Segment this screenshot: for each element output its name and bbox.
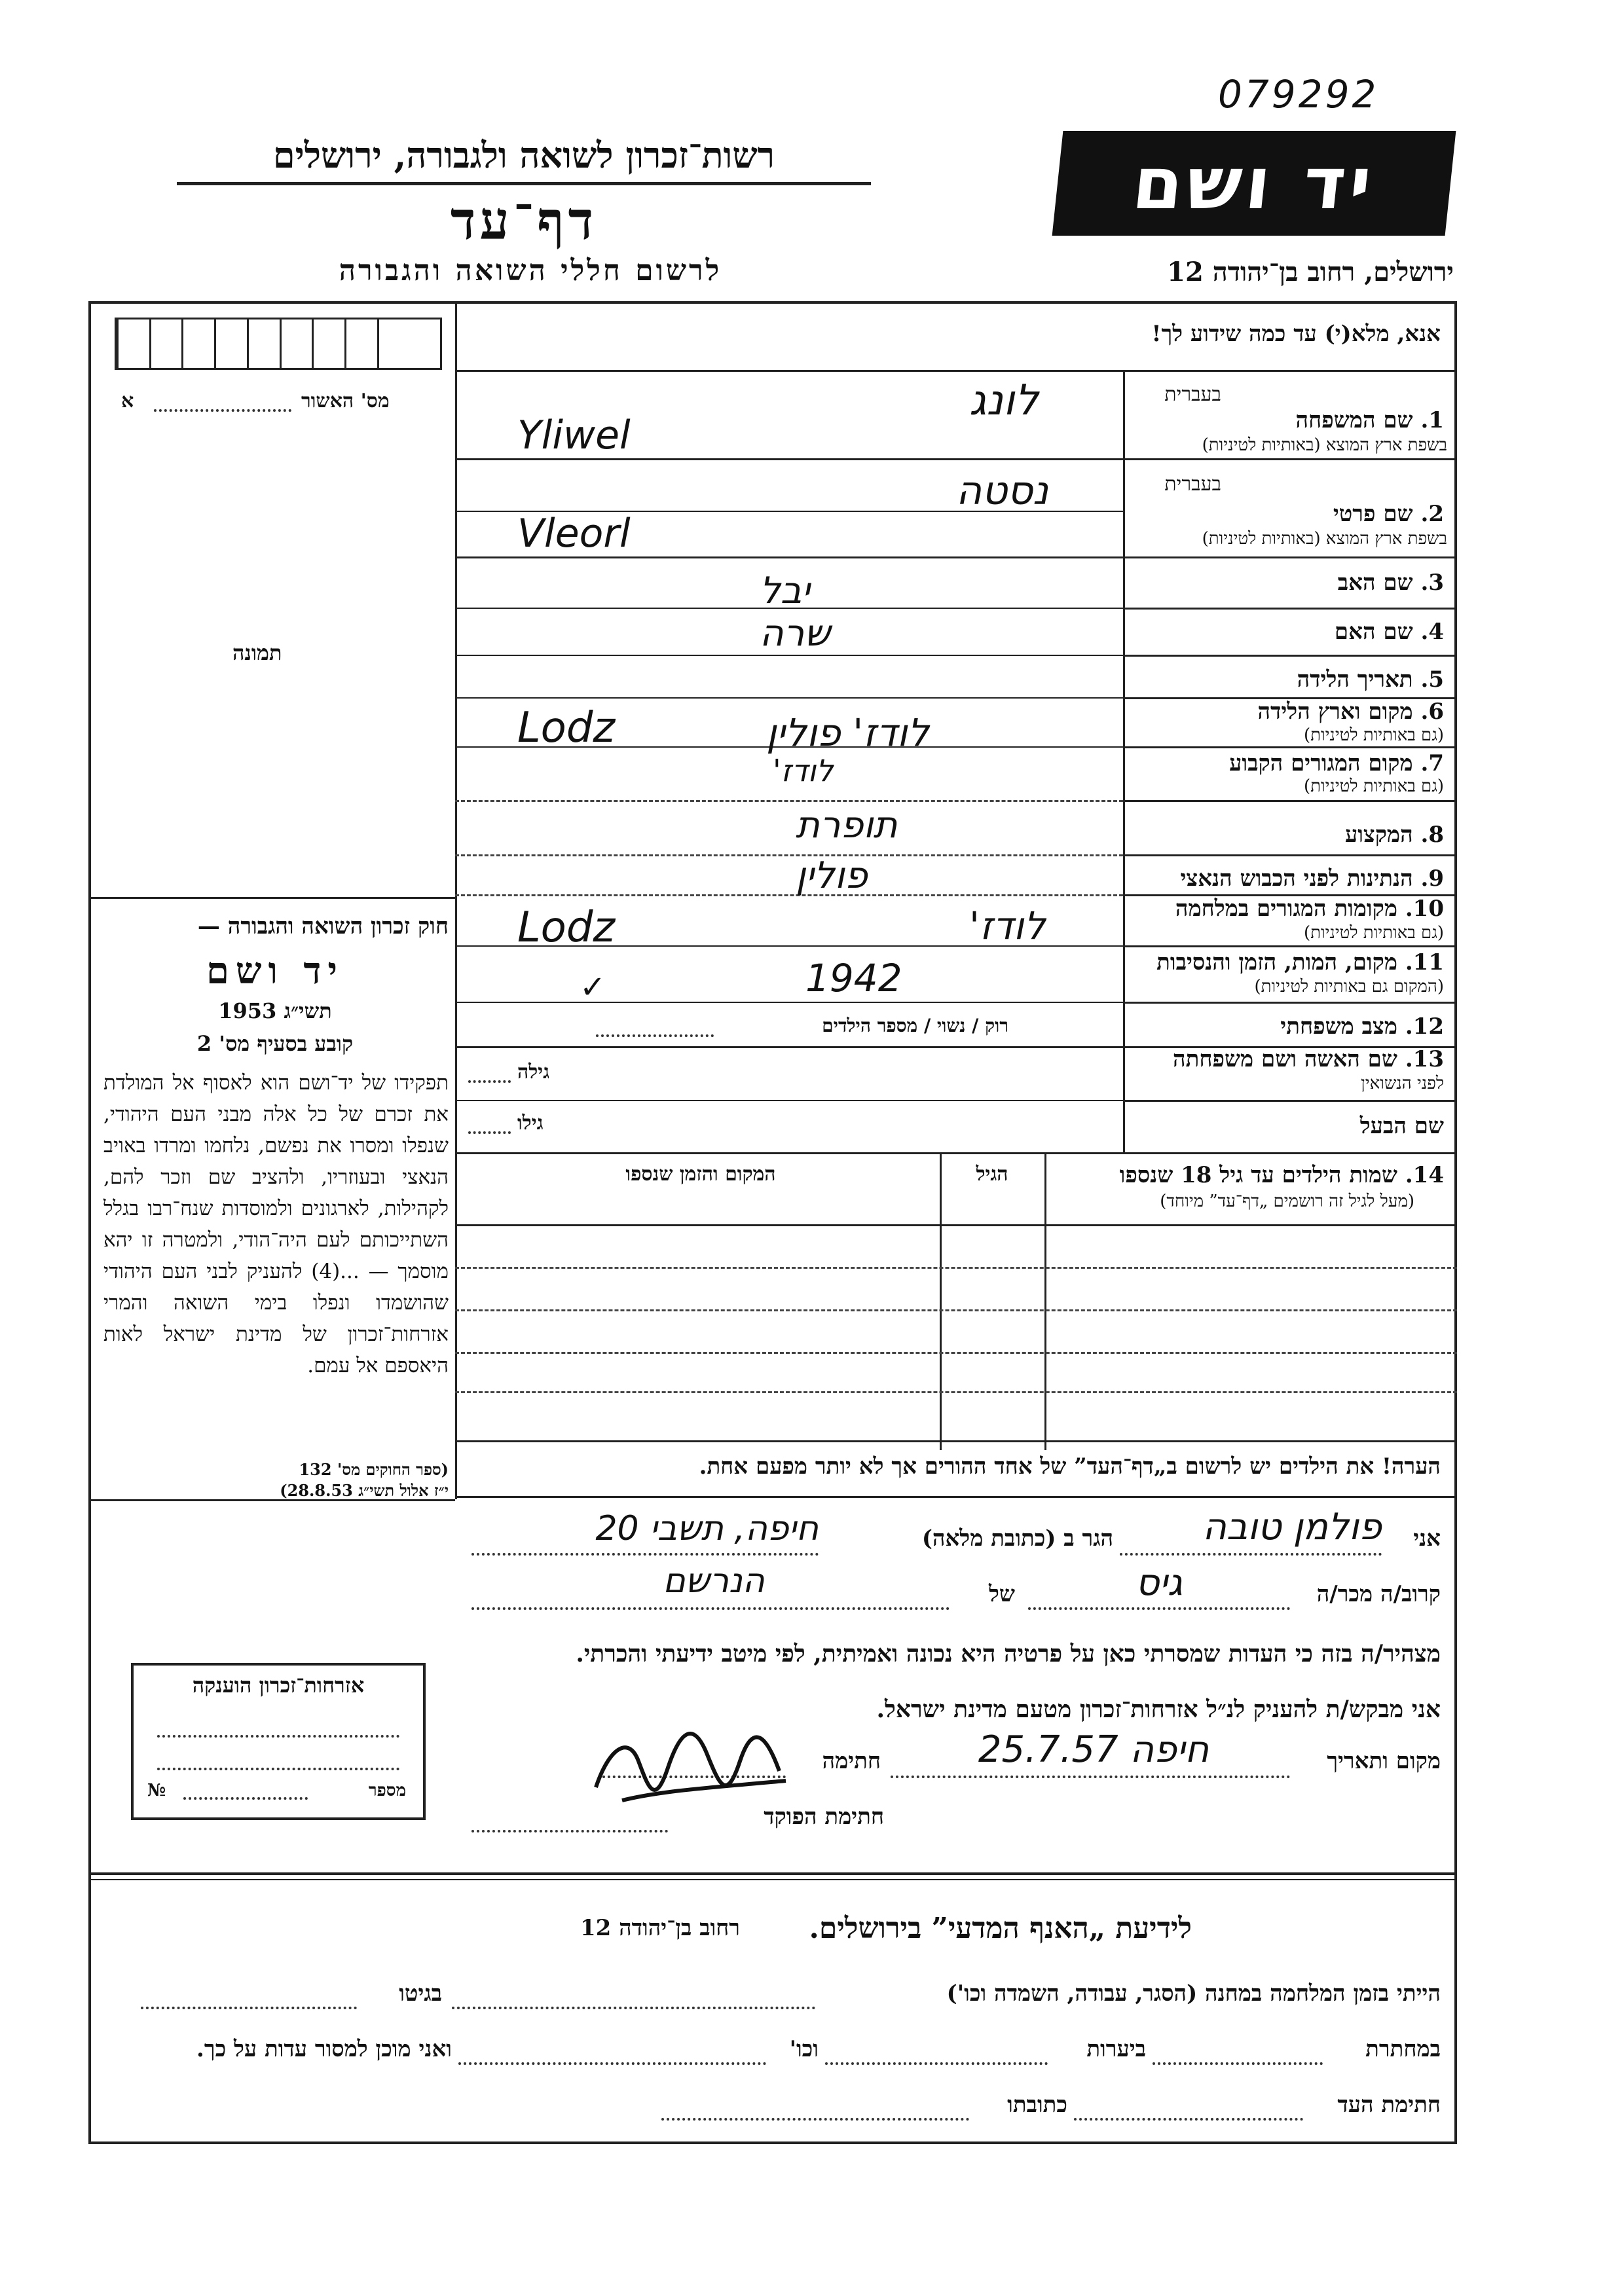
field-6-label: 6. מקום וארץ הלידה xyxy=(1257,699,1444,725)
approval-number-boxes[interactable] xyxy=(115,318,442,370)
field-1-sub-lat: בשפת ארץ המוצא (באותיות לטיניות) xyxy=(1202,435,1447,455)
field-7-sub: (גם באותיות לטיניות) xyxy=(1303,776,1444,796)
field-8-value[interactable]: תופרת xyxy=(796,804,898,847)
relation-value[interactable]: גיס xyxy=(1135,1561,1183,1604)
field-14-sub: (מעל לגיל זה רושמים „דף־עד” מיוחד) xyxy=(1160,1192,1414,1211)
instruction: אנא, מלא(י) עד כמה שידוע לך! xyxy=(1151,321,1441,347)
law-title: חוק זכרון השואה והגבורה — xyxy=(197,913,449,939)
page-title: דף־עד xyxy=(450,190,598,251)
witness-signature-label: חתימת העד xyxy=(1337,2092,1441,2118)
field-6-value-lat[interactable]: Lodz xyxy=(517,704,616,752)
field-6-sub: (גם באותיות לטיניות) xyxy=(1303,725,1444,745)
field-4-label: 4. שם האם xyxy=(1334,619,1444,645)
field-11-sub: (המקום גם באותיות לטיניות) xyxy=(1254,977,1444,996)
field-10-sub: (גם באותיות לטיניות) xyxy=(1303,923,1444,943)
field-13-label: 13. שם האשה ושם משפחתה xyxy=(1173,1046,1444,1072)
bottom-ghetto: בגיטו xyxy=(399,1980,442,2007)
field-14-label: 14. שמות הילדים עד גיל 18 שנספו xyxy=(1119,1162,1444,1188)
law-body: תפקידו של יד־ושם הוא לאסוף אל המולדת את זכרם של כל אלה מבני העם היהודי, שנפלו ומסרו את נפשם, נלחמו ומרדו באויב הנאצי ובעוזריו, ולהציב שם וזכר להם, לקהילות, לארגונים ולמוסדות שנח־רבו בגלל השתייכותם לעם היה־הודי, ולמטרה זו יהא מוסמך — ...(4) להעניק לבני העם היהודי שהושמדו ונפלו בימי השואה והמרי אזרחות־זכרון של מדינת ישראל לאות היאספם אל עמם. xyxy=(103,1071,449,1377)
bottom-etc: וכו' xyxy=(789,2036,819,2062)
authority-title: רשות־זכרון לשואה ולגבורה, ירושלים xyxy=(272,134,775,176)
field-12-value[interactable]: ✓ xyxy=(580,969,606,1006)
field-3-label: 3. שם האב xyxy=(1337,570,1444,596)
field-9-label: 9. הנתינות לפני הכבוש הנאצי xyxy=(1180,866,1444,892)
field-10-value-he[interactable]: לודז' xyxy=(969,903,1046,948)
bottom-line1: הייתי בזמן המלחמה במחנה (הסגר, עבודה, השמדה וכו') xyxy=(946,1980,1441,2007)
field-2-value-lat[interactable]: Vleorl xyxy=(517,511,631,556)
field-10-value-lat[interactable]: Lodz xyxy=(517,903,616,952)
law-source: (ספר החוקים מס' 132 xyxy=(299,1460,449,1479)
place-date-label: מקום ותאריך xyxy=(1327,1748,1441,1774)
bottom-address: רחוב בן־יהודה 12 xyxy=(580,1915,740,1941)
field-2-sub-he: בעברית xyxy=(1164,473,1221,496)
field-10-label: 10. מקומות המגורים במלחמה xyxy=(1175,896,1444,922)
field-13-sub: לפני הנשואין xyxy=(1361,1074,1444,1093)
law-source-date: י״ז אלול תשי״ג 28.8.53) xyxy=(280,1481,449,1500)
wife-age-label: גילה xyxy=(517,1061,550,1084)
bottom-forests: ביערות xyxy=(1086,2036,1146,2062)
bottom-hiding: במחתרת xyxy=(1365,2036,1441,2062)
archive-number: 079292 xyxy=(1218,72,1379,117)
declaration-text: מצהיר/ה בזה כי העדות שמסרתי כאן על פרטיה היא נכונה ואמיתית, לפי מיטב ידיעתי והכרתי. xyxy=(576,1640,1441,1667)
officer-signature-label: חתימת הפוקד xyxy=(764,1804,884,1830)
place-date-value[interactable]: חיפה 25.7.57 xyxy=(978,1728,1209,1771)
declarant-address[interactable]: חיפה, תשבי 20 xyxy=(595,1509,819,1548)
logo-text: יד ושם xyxy=(1128,141,1380,225)
field-11-label: 11. מקום, המות, הזמן והנסיבות xyxy=(1156,949,1444,975)
husband-label: שם הבעל xyxy=(1359,1113,1444,1139)
field-11-value[interactable]: 1942 xyxy=(805,956,902,1000)
field-8-label: 8. המקצוע xyxy=(1344,822,1444,848)
field-2-value-he[interactable]: נסטה xyxy=(956,468,1049,514)
header-address: ירושלים, רחוב בן־יהודה 12 xyxy=(1167,257,1454,287)
field-5-label: 5. תאריך הלידה xyxy=(1297,666,1444,693)
request-text: אני מבקש/ת להעניק לנ״ל אזרחות־זכרון מטעם מדינת ישראל. xyxy=(876,1696,1441,1723)
field-12-label: 12. מצב משפחתי xyxy=(1280,1013,1444,1040)
children-age-col: הגיל xyxy=(976,1163,1008,1186)
citizenship-title: אזרחות־זכרון הוענקה xyxy=(192,1673,365,1698)
law-year: תשי״ג 1953 xyxy=(218,998,332,1023)
field-12-options: רוק / נשוי / מספר הילדים xyxy=(822,1015,1008,1036)
field-2-sub-lat: בשפת ארץ המוצא (באותיות לטיניות) xyxy=(1202,529,1447,549)
citizenship-no-label: № xyxy=(147,1781,166,1800)
yad-vashem-logo xyxy=(1052,131,1456,236)
field-9-value[interactable]: פולין xyxy=(796,854,868,897)
field-7-label: 7. מקום המגורים הקבוע xyxy=(1229,750,1444,776)
children-note: הערה! את הילדים יש לרשום ב„דף־העד” של אחד ההורים אך לא יותר מפעם אחת. xyxy=(699,1453,1441,1480)
field-1-value-lat[interactable]: Yliwel xyxy=(517,412,631,458)
relation-label: קרוב/ה מכר/ה xyxy=(1316,1581,1441,1607)
declarant-resident-label: הגר ב (כתובת מלאה) xyxy=(921,1525,1113,1552)
field-6-value-he[interactable]: לודז' פולין xyxy=(766,710,929,755)
field-3-value[interactable]: יבל xyxy=(760,570,810,612)
field-2-label: 2. שם פרטי xyxy=(1333,501,1444,527)
subtitle: לרשום חללי השואה והגבורה xyxy=(339,254,722,287)
signature-label: חתימה xyxy=(822,1748,881,1774)
children-place-col: המקום והזמן שנספו xyxy=(625,1163,776,1186)
of-label: של xyxy=(989,1581,1015,1607)
photo-label: תמונה xyxy=(232,640,282,665)
field-7-value[interactable]: לודז' xyxy=(773,753,834,788)
approval-number-label: מס' האשור xyxy=(301,390,390,412)
declarant-name[interactable]: פולמן טובה xyxy=(1202,1506,1382,1548)
field-4-value[interactable]: שרה xyxy=(760,612,830,655)
husband-age-label: גילו xyxy=(517,1112,544,1135)
field-1-sub-he: בעברית xyxy=(1164,383,1221,406)
witness-address-label: כתובתו xyxy=(1007,2092,1067,2118)
law-yad-vashem: יד ושם xyxy=(206,949,344,993)
field-1-label: 1. שם המשפחה xyxy=(1295,407,1444,433)
bottom-heading: לידיעת „האנף המדעי” בירושלים. xyxy=(809,1912,1192,1945)
field-1-value-he[interactable]: לונג xyxy=(969,376,1039,425)
declarant-i-label: אני xyxy=(1413,1525,1441,1552)
citizenship-number-label: מספר xyxy=(368,1781,406,1800)
approval-number-suffix: א xyxy=(121,390,134,412)
bottom-ready: ואני מוכן למסור עדות על כך. xyxy=(196,2036,452,2062)
law-section: קובע בסעיף מס' 2 xyxy=(196,1031,354,1056)
of-value[interactable]: הנרשם xyxy=(663,1561,765,1601)
